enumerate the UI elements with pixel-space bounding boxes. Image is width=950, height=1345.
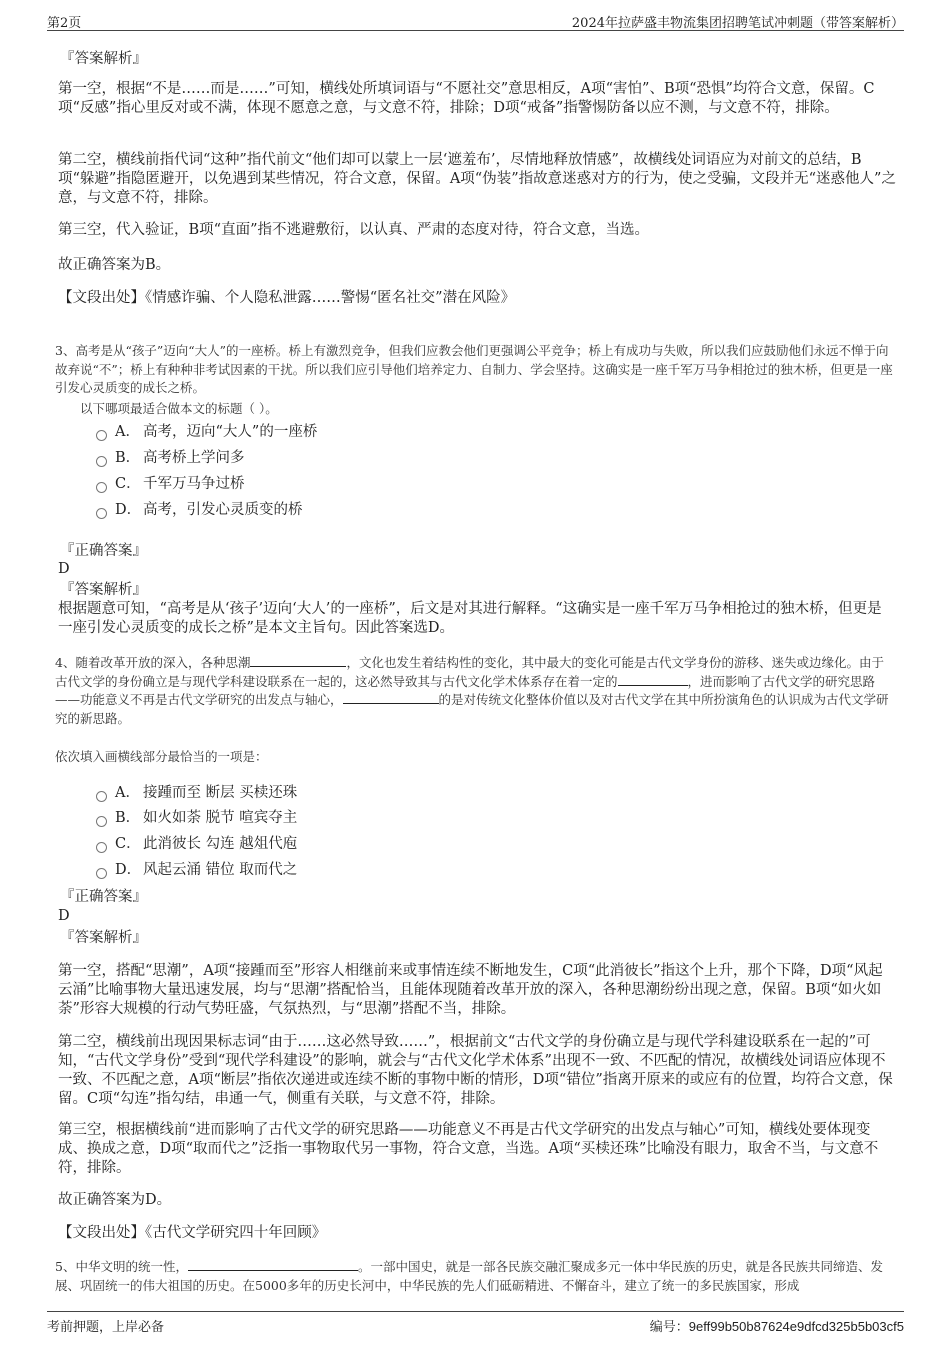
page-header xyxy=(47,8,904,31)
q2-source: 【文段出处】《情感诈骗、个人隐私泄露……警惕“匿名社交”潜在风险》 xyxy=(58,290,516,306)
q3-analysis: 根据题意可知，“高考是从‘孩子’迈向‘大人’的一座桥”，后文是对其进行解释。“这确实是一座千军万马争相抢过的独木桥，但更是一座引发心灵质变的成长之桥”是本文主旨句。因此答案选D。 xyxy=(58,601,882,636)
q4-analysis-tag: 『答案解析』 xyxy=(60,930,147,946)
radio-icon[interactable] xyxy=(96,816,107,827)
q4-option-a[interactable]: A． 接踵而至 断层 买椟还珠 xyxy=(96,783,297,803)
radio-icon[interactable] xyxy=(96,868,107,879)
q2-analysis-para3: 第三空，代入验证，B项“直面”指不逃避敷衍，以认真、严肃的态度对待，符合文意，当选。 xyxy=(58,222,649,238)
footer-slogan: 考前押题，上岸必备 xyxy=(47,1320,165,1335)
blank-3 xyxy=(343,691,439,704)
q4-option-d[interactable]: D． 风起云涌 错位 取而代之 xyxy=(96,860,297,880)
radio-icon[interactable] xyxy=(96,430,107,441)
q4-option-b[interactable]: B． 如火如荼 脱节 喧宾夺主 xyxy=(96,808,297,828)
blank-1 xyxy=(188,1258,358,1271)
document-title: 2024年拉萨盛丰物流集团招聘笔试冲刺题（带答案解析） xyxy=(571,16,904,31)
radio-icon[interactable] xyxy=(96,456,107,467)
q2-analysis-para2: 第二空，横线前指代词“这种”指代前文“他们却可以蒙上一层‘遮羞布’，尽情地释放情感”，故横线处词语应为对前文的总结，B项“躲避”指隐匿避开，以免遇到某些情况，符合文意，保留。A项“伪装”指故意迷惑对方的行为，使之受骗，文段并无“迷惑他人”之意，与文意不符，排除。 xyxy=(58,152,896,206)
q4-analysis-para2: 第二空，横线前出现因果标志词“由于……这必然导致……”，根据前文“古代文学的身份确立是与现代学科建设联系在一起的”可知，“古代文学身份”受到“现代学科建设”的影响，就会与“古代文化学术体系”出现不一致、不匹配的情况，故横线处词语应体现不一致、不匹配之意，A项“断层”指依次递进或连续不断的事物中断的情形，D项“错位”指离开原来的或应有的位置，均符合文意，保留。C项“勾连”指勾结，串通一气，侧重有关联，与文意不符，排除。 xyxy=(58,1034,893,1107)
q4-option-c[interactable]: C． 此消彼长 勾连 越俎代庖 xyxy=(96,834,297,854)
q3-question: 以下哪项最适合做本文的标题（ ）。 xyxy=(80,401,278,416)
q3-answer-tag: 『正确答案』 xyxy=(60,543,147,559)
q3-option-b[interactable]: B． 高考桥上学问多 xyxy=(96,448,245,468)
q5-stem: 5、中华文明的统一性， 。一部中国史，就是一部各民族交融汇聚成多元一体中华民族的历史，就是各民族共同缔造、发展、巩固统一的伟大祖国的历史。在5000多年的历史长河中，中华民族的先人们砥砺精进、不懈奋斗，建立了统一的多民族国家，形成 xyxy=(55,1259,883,1293)
radio-icon[interactable] xyxy=(96,842,107,853)
q4-conclusion: 故正确答案为D。 xyxy=(58,1192,172,1208)
radio-icon[interactable] xyxy=(96,791,107,802)
q4-question: 依次填入画横线部分最恰当的一项是： xyxy=(55,749,268,764)
q3-analysis-tag: 『答案解析』 xyxy=(60,582,147,598)
q4-analysis-para1: 第一空，搭配“思潮”，A项“接踵而至”形容人相继前来或事情连续不断地发生，C项“此消彼长”指这个上升，那个下降，D项“风起云涌”比喻事物大量迅速发展，均与“思潮”搭配恰当，且能体现随着改革开放的深入，各种思潮纷纷出现之意，保留。B项“如火如荼”形容大规模的行动气势旺盛，气氛热烈，与“思潮”搭配不当，排除。 xyxy=(58,963,883,1017)
q2-conclusion: 故正确答案为B。 xyxy=(58,257,171,273)
page-number: 第2页 xyxy=(47,16,82,31)
page-footer xyxy=(47,1311,904,1334)
q4-stem: 4、随着改革开放的深入，各种思潮 ，文化也发生着结构性的变化，其中最大的变化可能是古代文学身份的游移、迷失或边缘化。由于古代文学的身份确立是与现代学科建设联系在一起的，这必然导致其与古代文化学术体系存在着一定的 ，进而影响了古代文学的研究思路——功能意义不再是古代文学研究的出发点与轴心， 的是对传统文化整体价值以及对古代文学在其中所扮演角色的认识成为古代文学研究的新思路。 xyxy=(55,655,889,726)
q3-option-d[interactable]: D． 高考，引发心灵质变的桥 xyxy=(96,500,303,520)
blank-2 xyxy=(618,673,688,686)
q2-analysis-para1: 第一空，根据“不是……而是……”可知，横线处所填词语与“不愿社交”意思相反，A项“害怕”、B项“恐惧”均符合文意，保留。C项“反感”指心里反对或不满，体现不愿意之意，与文意不符，排除；D项“戒备”指警惕防备以应不测，与文意不符，排除。 xyxy=(58,81,875,116)
radio-icon[interactable] xyxy=(96,482,107,493)
radio-icon[interactable] xyxy=(96,508,107,519)
q3-option-c[interactable]: C． 千军万马争过桥 xyxy=(96,474,245,494)
q3-option-a[interactable]: A． 高考，迈向“大人”的一座桥 xyxy=(96,422,317,442)
q4-analysis-para3: 第三空，根据横线前“进而影响了古代文学的研究思路——功能意义不再是古代文学研究的出发点与轴心”可知，横线处要体现变成、换成之意，D项“取而代之”泛指一事物取代另一事物，符合文意，当选。A项“买椟还珠”比喻没有眼力，取舍不当，与文意不符，排除。 xyxy=(58,1122,879,1176)
q4-answer-tag: 『正确答案』 xyxy=(60,889,147,905)
q2-analysis-tag: 『答案解析』 xyxy=(60,51,147,67)
q3-stem: 3、高考是从“孩子”迈向“大人”的一座桥。桥上有激烈竞争，但我们应教会他们更强调公平竞争；桥上有成功与失败，所以我们应鼓励他们永远不惮于向故弃说“不”；桥上有种种非考试因素的干扰。所以我们应引导他们培养定力、自制力、学会坚持。这确实是一座千军万马争相抢过的独木桥，但更是一座引发心灵质变的成长之桥。 xyxy=(55,343,893,395)
q4-answer: D xyxy=(58,908,70,924)
q4-source: 【文段出处】《古代文学研究四十年回顾》 xyxy=(58,1225,327,1241)
q3-answer: D xyxy=(58,561,70,577)
blank-1 xyxy=(250,654,346,667)
document-code: 编号：9eff99b50b87624e9dfcd325b5b03cf5 xyxy=(649,1319,904,1334)
